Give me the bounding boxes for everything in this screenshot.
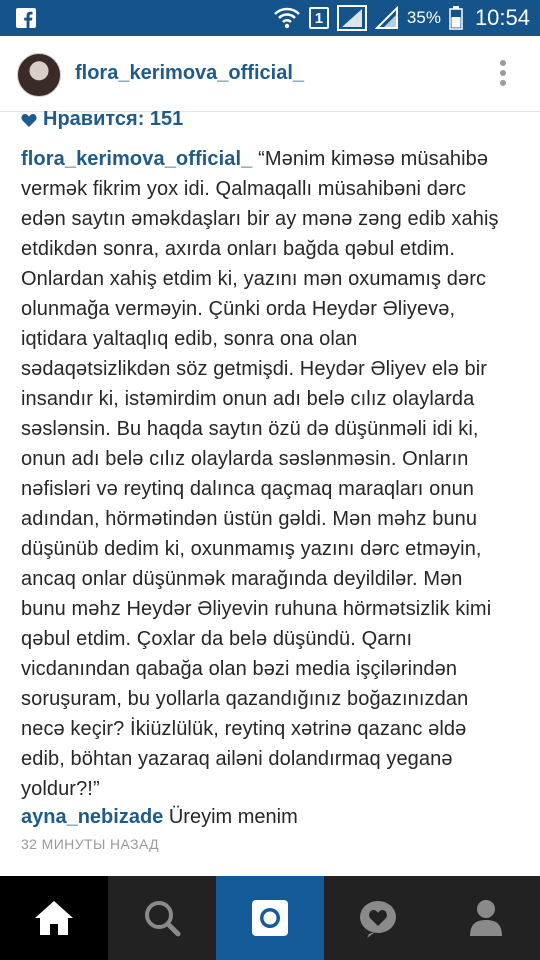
battery-percent: 35%: [406, 8, 441, 27]
signal-icon: [375, 6, 399, 30]
camera-icon: [250, 898, 290, 938]
likes-label: Нравится: 151: [43, 108, 184, 130]
caption-line: ancaq onlar düşünmək marağında deyildilər. Mən: [21, 568, 463, 590]
post-timestamp: 32 МИНУТЫ НАЗАД: [21, 836, 160, 852]
caption-line: olunmağa verməyin. Çünki orda Heydər Əliyevə,: [21, 298, 456, 320]
caption-line: nəfisləri və reytinq dalınca qaçmaq maraqları onun: [21, 478, 475, 500]
status-bar: [0, 0, 540, 36]
nav-activity[interactable]: [324, 876, 432, 960]
caption-line: sədaqətsizlikdən söz getmişdi. Heydər Əliyev elə bir: [21, 358, 488, 380]
bottom-nav: [0, 876, 540, 960]
nav-camera[interactable]: [216, 876, 324, 960]
activity-heart-icon: [357, 898, 399, 938]
caption-line: yoldur?!”: [21, 778, 100, 800]
caption-line: “Mənim kiməsə müsahibə: [258, 148, 489, 170]
home-icon: [32, 898, 76, 938]
wifi-icon: [273, 6, 301, 30]
caption-line: edib, böhtan yazaraq ailəni dolandırmaq yeganə: [21, 748, 453, 770]
caption-line: vicdanından qabağa olan bəzi media işçilərindən: [21, 658, 458, 680]
caption-line: edən saytın əməkdaşları bir ay mənə zəng edib xahiş: [21, 208, 499, 230]
caption-line: insandır ki, istəmirdim onun adı belə cılız olaylarda: [21, 388, 475, 410]
heart-icon: [21, 112, 37, 128]
caption-line: Onlardan xahiş etdim ki, yazını mən oxumamış dərc: [21, 268, 487, 290]
nav-profile[interactable]: [432, 876, 540, 960]
nav-home[interactable]: [0, 876, 108, 960]
sim-icon: 1: [309, 7, 329, 29]
avatar[interactable]: [17, 53, 61, 97]
profile-icon: [468, 898, 504, 938]
caption-line: düşünüb dedim ki, oxunmamış yazını dərc etməyin,: [21, 538, 482, 560]
facebook-icon: [16, 8, 36, 28]
caption-line: etdikdən sonra, axırda onları bağda qəbul etdim.: [21, 238, 455, 260]
caption-line: soruşuram, bu yollarla qazandığınız boğazınızdan: [21, 688, 469, 710]
nav-search[interactable]: [108, 876, 216, 960]
more-vert-icon[interactable]: [497, 60, 509, 88]
signal-icon: [337, 5, 367, 31]
post-header: [0, 36, 540, 112]
caption-line: onun adı belə cılız olaylarda səslənməsin. Onların: [21, 448, 469, 470]
caption-username[interactable]: flora_kerimova_official_: [21, 148, 253, 170]
comment-username[interactable]: ayna_nebizade: [21, 806, 164, 828]
header-username[interactable]: flora_kerimova_official_: [75, 62, 304, 84]
battery-icon: [449, 6, 463, 30]
caption-line: qəbul etdim. Çoxlar da belə düşündü. Qarnı: [21, 628, 413, 650]
clock: 10:54: [474, 5, 530, 30]
search-icon: [142, 898, 182, 938]
comment: [21, 802, 527, 832]
caption-line: səslənsin. Bu haqda saytın özü də düşünməli idi ki,: [21, 418, 479, 440]
caption-line: bunu məhz Heydər Əliyevin ruhuna hörmətsizlik kimi: [21, 598, 492, 620]
caption-line: iqtidara yaltaqlıq edib, sonra ona olan: [21, 328, 358, 350]
post-caption: [21, 144, 527, 804]
likes-count[interactable]: [21, 108, 183, 131]
caption-line: necə keçir? İkiüzlülük, reytinq xətrinə qazanc əldə: [21, 718, 467, 740]
comment-text: Üreyim menim: [168, 806, 298, 828]
caption-line: vermək fikrim yox idi. Qalmaqallı müsahibəni dərc: [21, 178, 467, 200]
caption-line: adından, hörmətindən üstün gəldi. Mən məhz bunu: [21, 508, 478, 530]
